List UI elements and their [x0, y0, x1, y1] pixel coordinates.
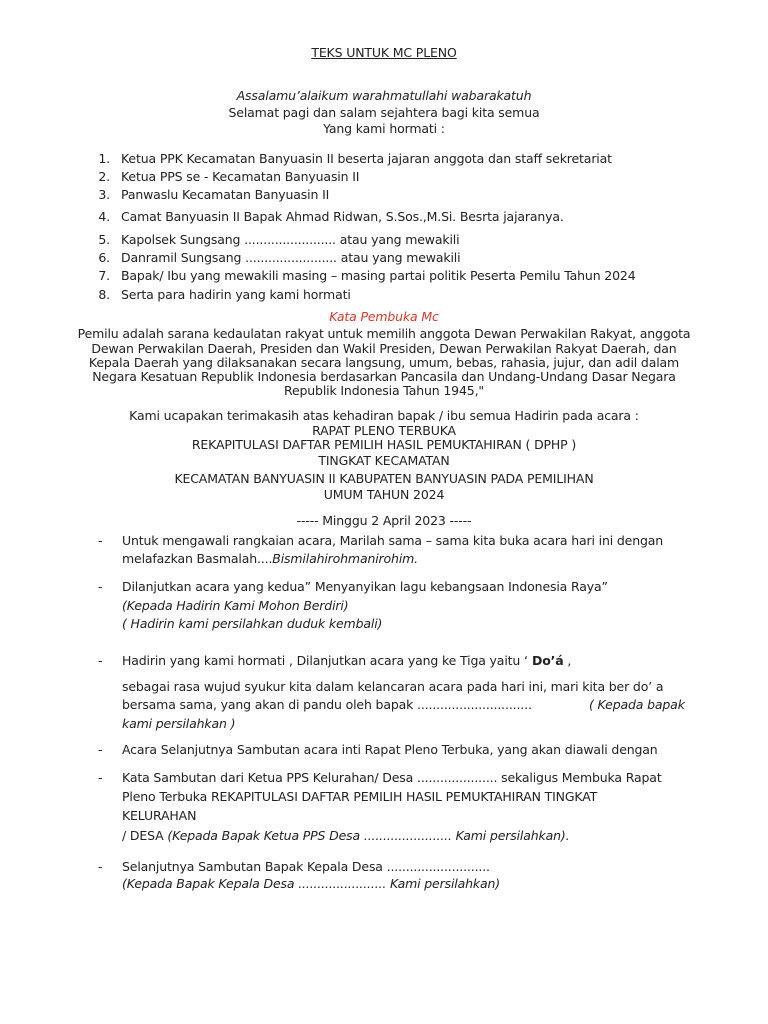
greeting-salam: Assalamu’alaikum warahmatullahi wabarakatuh — [236, 88, 532, 103]
greeting-pagi: Selamat pagi dan salam sejahtera bagi kita semua — [228, 105, 540, 120]
page-title: TEKS UNTUK MC PLENO — [311, 45, 457, 60]
pembuka-heading: Kata Pembuka Mc — [329, 309, 439, 324]
event-date: ----- Minggu 2 April 2023 ----- — [296, 513, 472, 528]
greeting-hormat: Yang kami hormati : — [323, 121, 445, 136]
